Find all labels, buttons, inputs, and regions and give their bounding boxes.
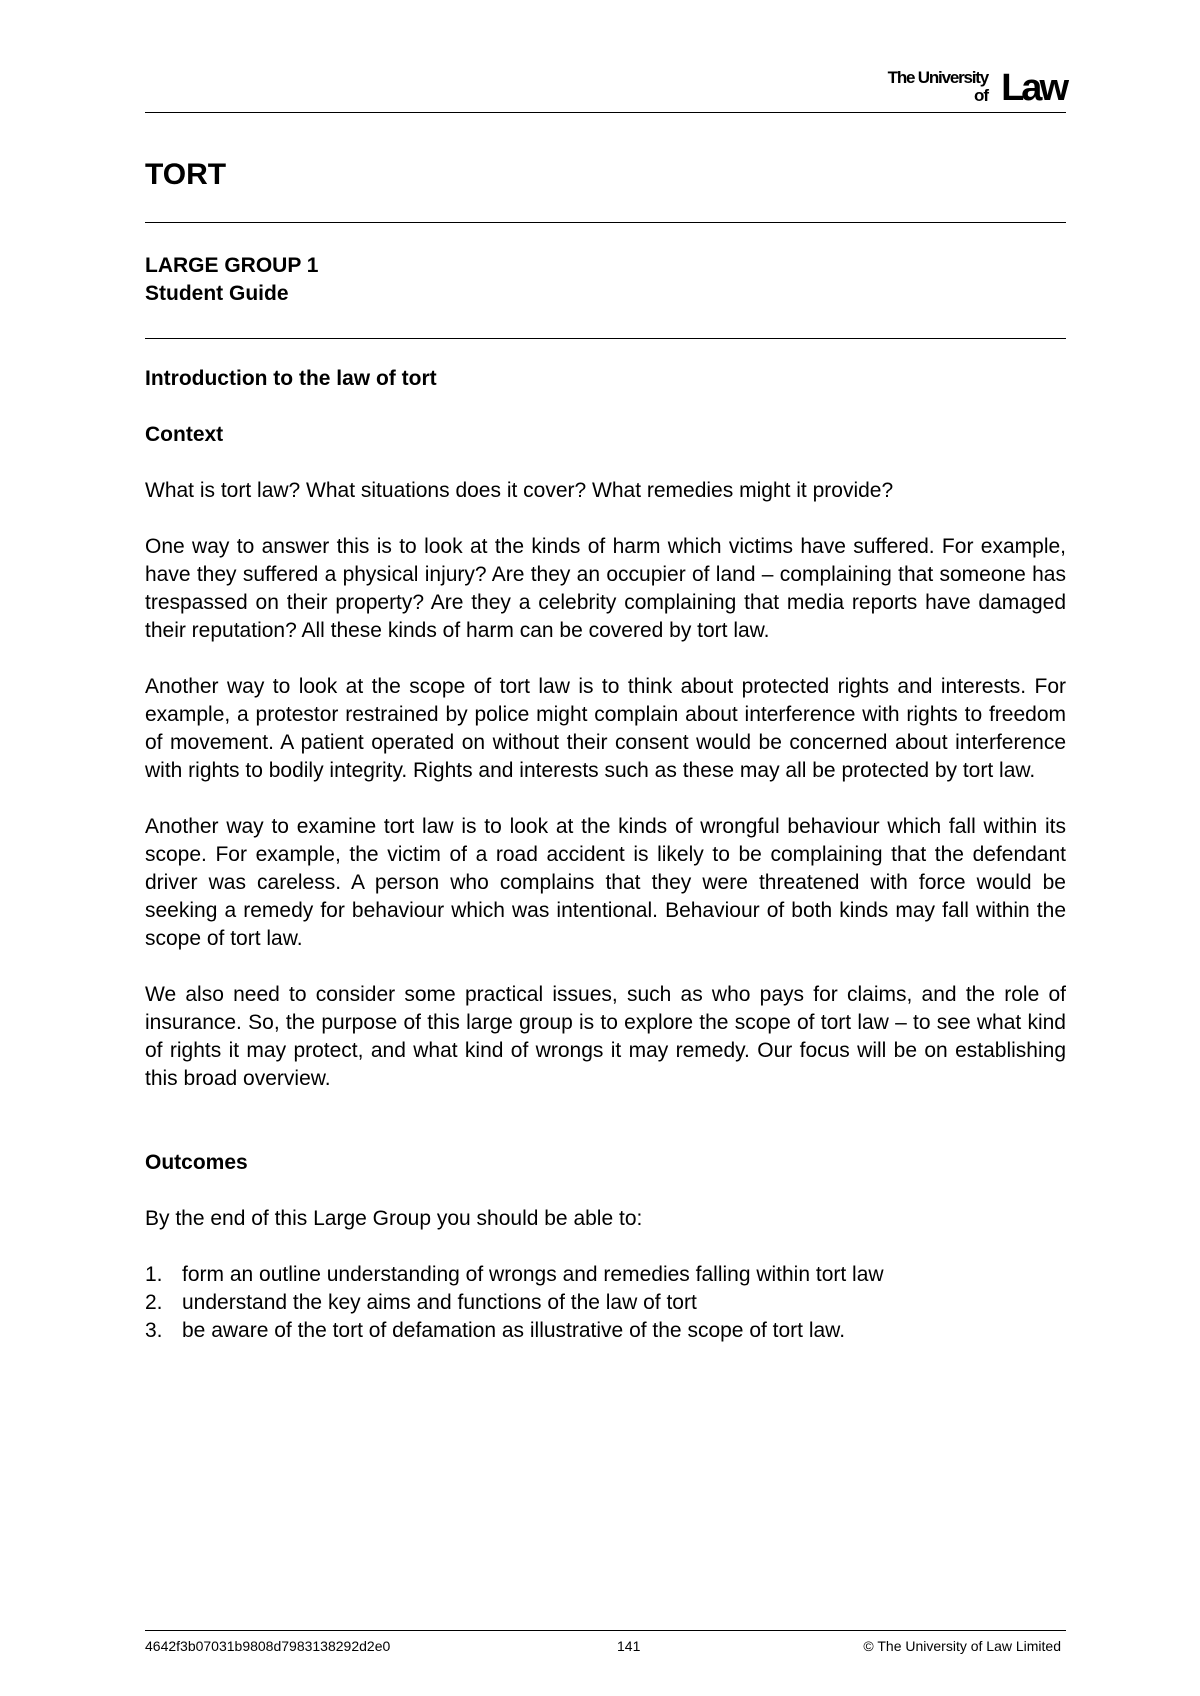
university-logo [856, 66, 1066, 108]
outcomes-intro: By the end of this Large Group you should be able to: [145, 1207, 643, 1230]
outcomes-heading: Outcomes [145, 1151, 248, 1174]
logo-line-3: Law [1001, 67, 1066, 109]
context-paragraph: We also need to consider some practical issues, such as who pays for claims, and the role of insurance. So, the purpose of this large group is to explore the scope of tort law – to see what kind of rights it may protect, and what kind of wrongs it may remedy. Our focus will be on establishing this broad overview. [145, 983, 1066, 1090]
list-item-text: understand the key aims and functions of the law of tort [182, 1291, 697, 1314]
subtitle-line-2: Student Guide [145, 282, 289, 305]
page-title: TORT [145, 158, 227, 191]
subtitle-block [145, 252, 318, 308]
list-item [145, 1261, 1066, 1289]
subtitle-line-1: LARGE GROUP 1 [145, 254, 319, 277]
copyright-notice: © The University of Law Limited [863, 1638, 1061, 1654]
section-heading: Introduction to the law of tort [145, 367, 437, 390]
context-paragraph: Another way to look at the scope of tort law is to think about protected rights and interests. For example, a protestor restrained by police might complain about interference with rights to freedom of movement. A patient operated on without their consent would be concerned about interference with rights to bodily integrity. Rights and interests such as these may all be protected by tort law. [145, 675, 1066, 782]
subtitle-rule [145, 338, 1066, 339]
context-paragraph: One way to answer this is to look at the kinds of harm which victims have suffered. For example, have they suffered a physical injury? Are they an occupier of land – complaining that someone has trespassed on their property? Are they a celebrity complaining that media reports have damaged their reputation? All these kinds of harm can be covered by tort law. [145, 535, 1066, 642]
list-item-text: form an outline understanding of wrongs and remedies falling within tort law [182, 1263, 884, 1286]
document-reference: 4642f3b07031b9808d7983138292d2e0 [145, 1638, 391, 1654]
outcomes-list [145, 1261, 1066, 1345]
context-paragraph: Another way to examine tort law is to look at the kinds of wrongful behaviour which fall within its scope. For example, the victim of a road accident is likely to be complaining that the defendant driver was careless. A person who complains that they were threatened with force would be seeking a remedy for behaviour which was intentional. Behaviour of both kinds may fall within the scope of tort law. [145, 815, 1066, 950]
page-number: 141 [617, 1638, 641, 1654]
list-item [145, 1289, 1066, 1317]
header-rule [145, 112, 1066, 113]
context-paragraph: What is tort law? What situations does it cover? What remedies might it provide? [145, 479, 894, 502]
main-content [145, 365, 1066, 1345]
logo-line-1: The University [887, 68, 988, 87]
footer-rule [145, 1630, 1066, 1631]
title-rule [145, 222, 1066, 223]
context-heading: Context [145, 423, 224, 446]
spacer [145, 1121, 1066, 1149]
list-item-number: 3. [145, 1319, 163, 1342]
list-item-text: be aware of the tort of defamation as illustrative of the scope of tort law. [182, 1319, 846, 1342]
list-item [145, 1317, 1066, 1345]
document-page [145, 0, 1066, 1696]
list-item-number: 2. [145, 1291, 163, 1314]
logo-line-2: of [973, 86, 988, 105]
list-item-number: 1. [145, 1263, 163, 1286]
